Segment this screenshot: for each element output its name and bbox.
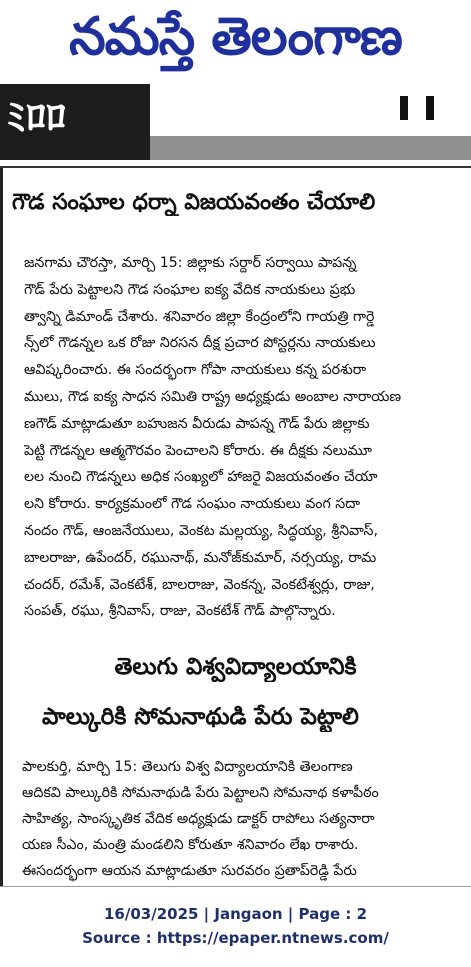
footer-source: Source : https://epaper.ntnews.com/ (82, 929, 389, 947)
article-2-headline-line-1: తెలుగు విశ్వవిద్యాలయానికి (114, 654, 357, 680)
body-line: త్వాన్ని డిమాండ్ చేశారు. శనివారం జిల్లా కేంద్రంలోని గాయత్రి గార్డె (24, 308, 375, 325)
masthead-title: నమస్తే తెలంగాణ (69, 7, 402, 67)
article-2-headline-line-2: పాల్కురికి సోమనాథుడి పేరు పెట్టాలి (42, 704, 359, 730)
body-line: జనగామ చౌరస్తా, మార్చి 15: జిల్లాకు సర్దార్ సర్వాయి పాపన్న (24, 255, 357, 271)
masthead (0, 0, 471, 74)
body-line: ఆదికవి పాల్కురికి సోమనాథుడి పేరు పెట్టాలని సోమనాథ కళాపీఠం (22, 785, 379, 801)
body-line: ములు, గౌడ ఐక్య సాధన సమితి రాష్ట్ర అధ్యక్షుడు అంబాల నారాయణ (24, 388, 402, 405)
body-line: నందం గౌడ్, ఆంజనేయులు, వెంకట మల్లయ్య, సిద్ధయ్య, శ్రీనివాస్, (24, 522, 378, 539)
body-line: బాలరాజు, ఉపేందర్, రఘునాథ్, మనోజ్‌కుమార్, నర్సయ్య, రామ (24, 549, 377, 566)
body-line: గౌడ్ పేరు పెట్టాలని గౌడ సంఘాల ఐక్య వేదిక నాయకులు ప్రభు (24, 281, 356, 298)
article-1-headline: గౌడ సంఘాల ధర్నా విజయవంతం చేయాలి (12, 190, 376, 215)
article-1 (12, 190, 471, 216)
banner-grey-strip (150, 136, 471, 160)
bottom-divider (0, 886, 471, 887)
body-line: సాహిత్య, సాంస్కృతిక వేదిక అధ్యక్షుడు డాక్టర్ రాపోలు సత్యనారా (22, 811, 375, 827)
article-2-headline-2 (42, 704, 471, 732)
article-2-body (22, 754, 471, 884)
body-line: పాలకుర్తి, మార్చి 15: తెలుగు విశ్వ విద్యాలయానికి తెలంగాణ (22, 759, 353, 775)
body-line: యణ సీఎం, మంత్రి మండలిని కోరుతూ శనివారం లేఖ రాశారు. (22, 837, 359, 853)
body-line: పెట్టి గౌడన్నల ఆత్మగౌరవం పెంచాలని కోరారు. ఈ దీక్షకు నలుమూ (24, 442, 373, 459)
body-line: న్స్‌లో గౌడన్నల ఒక రోజు నిరసన దీక్ష ప్రచార పోస్టర్లను నాయకులు (24, 335, 376, 352)
cropped-photo-banner (0, 84, 471, 160)
body-line: ఈసందర్భంగా ఆయన మాట్లాడుతూ సురవరం ప్రతాప్‌రెడ్డి పేరు (22, 863, 357, 879)
body-line: చందర్, రమేశ్, వెంకటేశ్, బాలరాజు, వెంకన్న, వెంకటేశ్వర్లు, రాజు, (24, 576, 375, 593)
top-divider (0, 166, 471, 168)
article-1-body (24, 250, 471, 625)
left-column-rule (0, 168, 3, 886)
article-2-headline-1 (0, 654, 471, 682)
body-line: ఆవిష్కరించారు. ఈ సందర్భంగా గోపా నాయకులు కన్న పరశురా (24, 362, 367, 379)
banner-dark-block: ﾐﾛﾛ (0, 84, 150, 160)
footer-date-edition: 16/03/2025 | Jangaon | Page : 2 (103, 905, 368, 923)
body-line: ణగౌడ్ మాట్లాడుతూ బహుజన వీరుడు పాపన్న గౌడ్ పేరు జిల్లాకు (24, 415, 370, 432)
banner-light-stripe (150, 84, 471, 136)
body-line: లల నుంచి గౌడన్నలు అధిక సంఖ్యలో హాజరై విజయవంతం చేయా (24, 469, 378, 486)
body-line: లని కోరారు. కార్యక్రమంలో గౌడ సంఘం నాయకులు వంగ సదా (24, 496, 360, 513)
body-line: సంపత్, రఘు, శ్రీనివాస్, రాజు, వెంకటేశ్ గౌడ్ పాల్గొన్నారు. (24, 603, 336, 620)
